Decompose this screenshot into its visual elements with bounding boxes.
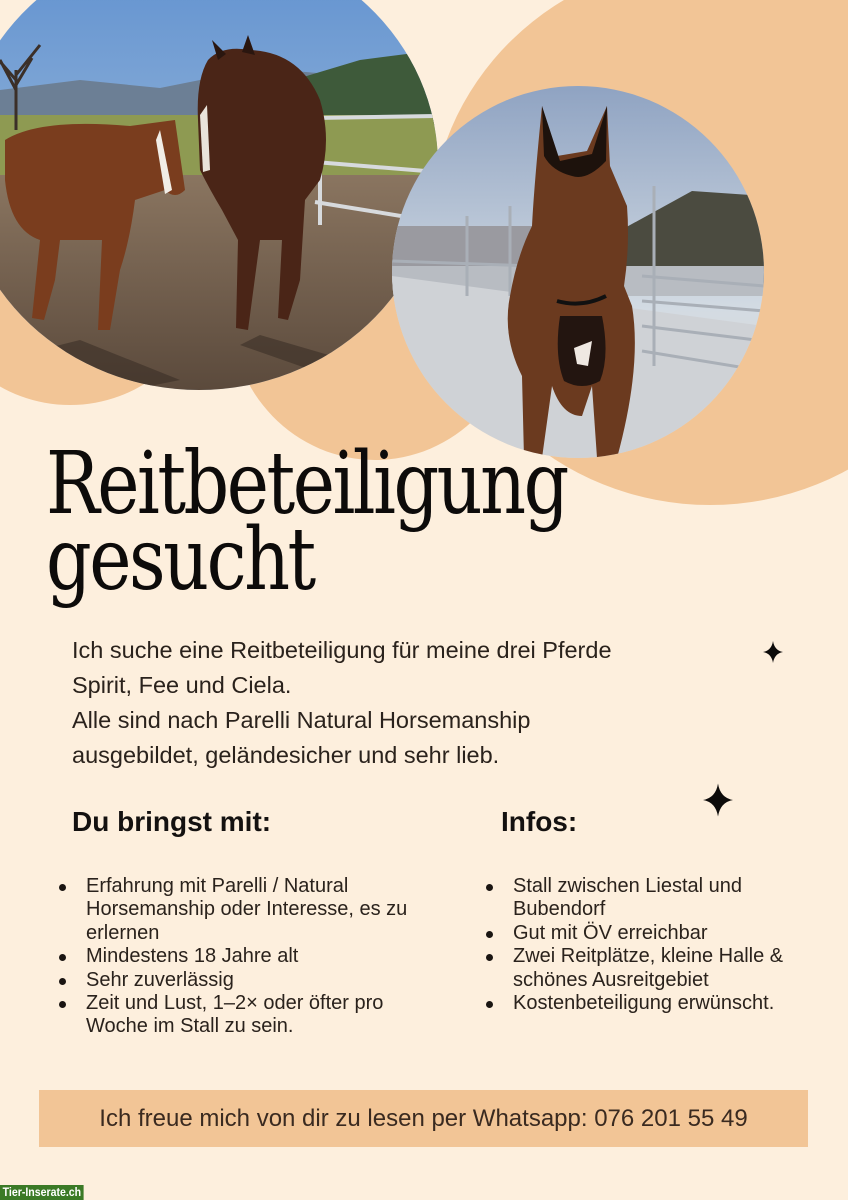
contact-text: Ich freue mich von dir zu lesen per Whatsapp: 076 201 55 49 [99,1104,748,1132]
sparkle-icon [703,783,733,817]
intro-line: ausgebildet, geländesicher und sehr lieb. [72,742,500,768]
intro-line: Spirit, Fee und Ciela. [72,672,292,698]
requirements-list [59,875,449,1039]
requirements-heading: Du bringst mit: [72,806,272,837]
list-item: Kostenbeteiligung erwünscht. [486,992,796,1015]
watermark-link[interactable]: Tier-Inserate.ch [0,1185,84,1200]
intro-text [72,633,752,773]
title-line-2: gesucht [46,510,314,610]
photo-bay-horse [392,86,764,458]
page-title [46,434,567,610]
list-item: Gut mit ÖV erreichbar [486,922,796,945]
title-line-1: Reitbeteiligung [46,434,567,534]
infos-heading: Infos: [501,806,578,837]
sparkle-icon [763,641,783,663]
list-item: Erfahrung mit Parelli / Natural Horsemanship oder Interesse, es zu erlernen [59,875,449,945]
list-item: Sehr zuverlässig [59,969,449,992]
intro-line: Ich suche eine Reitbeteiligung für meine drei Pferde [72,637,612,663]
infos-list [486,875,796,1015]
list-item: Zwei Reitplätze, kleine Halle & schönes Ausreitgebiet [486,945,796,992]
list-item: Mindestens 18 Jahre alt [59,945,449,968]
list-item: Zeit und Lust, 1–2× oder öfter pro Woche im Stall zu sein. [59,992,449,1039]
list-item: Stall zwischen Liestal und Bubendorf [486,875,796,922]
contact-banner [39,1090,808,1147]
intro-line: Alle sind nach Parelli Natural Horsemanship [72,707,531,733]
